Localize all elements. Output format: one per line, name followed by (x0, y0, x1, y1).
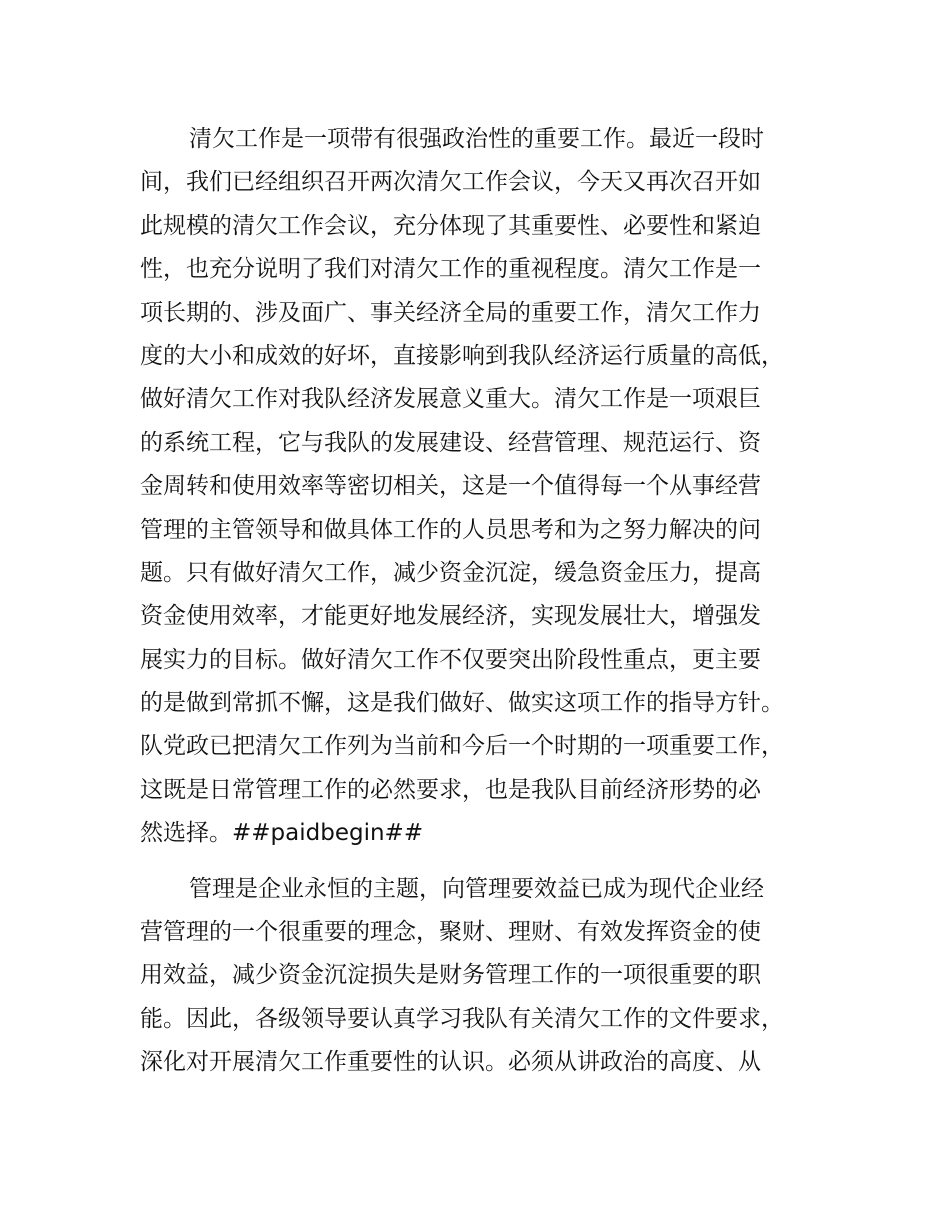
document-body (140, 118, 830, 1085)
text-line: 能。因此，各级领导要认真学习我队有关清欠工作的文件要求， (140, 1005, 784, 1032)
text-line: 此规模的清欠工作会议，充分体现了其重要性、必要性和紧迫 (140, 212, 761, 239)
text-line: 然选择。##paidbegin## (140, 820, 424, 847)
text-line: 清欠工作是一项带有很强政治性的重要工作。最近一段时 (189, 126, 764, 152)
text-line: 性，也充分说明了我们对清欠工作的重视程度。清欠工作是一 (140, 256, 761, 283)
text-line: 用效益，减少资金沉淀损失是财务管理工作的一项很重要的职 (140, 962, 761, 989)
text-line: 题。只有做好清欠工作，减少资金沉淀，缓急资金压力，提高 (140, 559, 761, 586)
text-line: 展实力的目标。做好清欠工作不仅要突出阶段性重点，更主要 (140, 646, 761, 673)
paragraph-1 (140, 118, 830, 856)
text-line: 管理的主管领导和做具体工作的人员思考和为之努力解决的问 (140, 516, 761, 543)
paragraph-2 (140, 868, 830, 1085)
text-line: 这既是日常管理工作的必然要求，也是我队目前经济形势的必 (140, 776, 761, 803)
text-line: 资金使用效率，才能更好地发展经济，实现发展壮大，增强发 (140, 603, 761, 630)
text-line: 深化对开展清欠工作重要性的认识。必须从讲政治的高度、从 (140, 1049, 761, 1076)
text-line: 度的大小和成效的好坏，直接影响到我队经济运行质量的高低， (140, 342, 784, 369)
text-line: 间，我们已经组织召开两次清欠工作会议，今天又再次召开如 (140, 169, 761, 196)
text-line: 管理是企业永恒的主题，向管理要效益已成为现代企业经 (189, 875, 764, 902)
text-line: 项长期的、涉及面广、事关经济全局的重要工作，清欠工作力 (140, 299, 761, 326)
text-line: 的是做到常抓不懈，这是我们做好、做实这项工作的指导方针。 (140, 690, 784, 717)
text-line: 的系统工程，它与我队的发展建设、经营管理、规范运行、资 (140, 429, 761, 456)
text-line: 金周转和使用效率等密切相关，这是一个值得每一个从事经营 (140, 473, 761, 500)
text-line: 做好清欠工作对我队经济发展意义重大。清欠工作是一项艰巨 (140, 386, 761, 413)
text-line: 营管理的一个很重要的理念，聚财、理财、有效发挥资金的使 (140, 919, 761, 946)
text-line: 队党政已把清欠工作列为当前和今后一个时期的一项重要工作， (140, 733, 784, 760)
paragraph-spacer (140, 856, 830, 868)
